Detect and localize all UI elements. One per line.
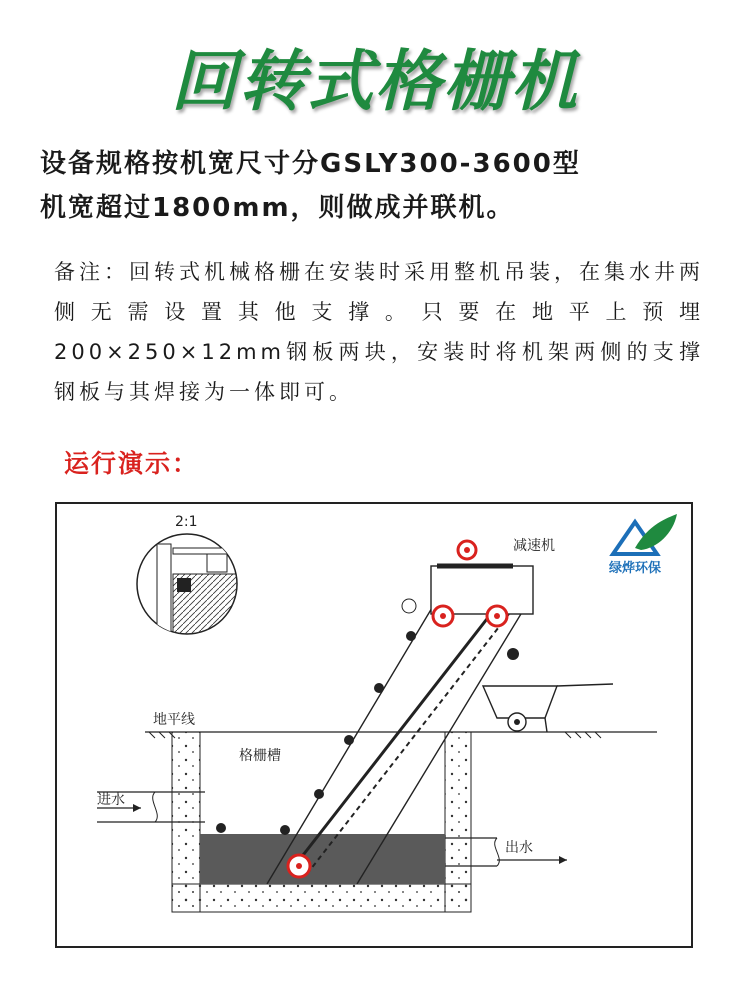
page-title: 回转式格栅机 (171, 43, 579, 120)
drive-sprocket-icon (458, 541, 476, 559)
debris (216, 631, 416, 835)
demo-title: 运行演示： (64, 449, 200, 478)
spec-line-2: 机宽超过1800mm，则做成并联机。 (40, 193, 515, 223)
logo-text: 绿烨环保 (609, 561, 662, 576)
brand-logo (609, 514, 677, 576)
installation-note: 备注：回转式机械格栅在安装时采用整机吊装，在集水井两侧无需设置其他支撑。只要在地平上预埋200×250×12mm钢板两块，安装时将机架两侧的支撑钢板与其焊接为一体即可。 (54, 260, 704, 404)
channel-label: 格栅槽 (239, 748, 281, 764)
water-level (200, 834, 445, 884)
inlet-label: 进水 (97, 792, 125, 808)
detail-view (137, 534, 243, 634)
ground-label: 地平线 (153, 712, 195, 728)
machine-diagram (55, 502, 693, 948)
channel-floor (172, 884, 471, 912)
outlet-label: 出水 (505, 840, 533, 856)
wheelbarrow-icon (483, 684, 613, 732)
lower-sprocket-icon (288, 855, 310, 877)
diagram-drawing (57, 504, 691, 946)
spec-line-1: 设备规格按机宽尺寸分GSLY300-3600型 (40, 149, 581, 179)
scale-label: 2:1 (175, 514, 198, 530)
reducer-label: 减速机 (513, 538, 555, 554)
spec-text (40, 142, 720, 230)
